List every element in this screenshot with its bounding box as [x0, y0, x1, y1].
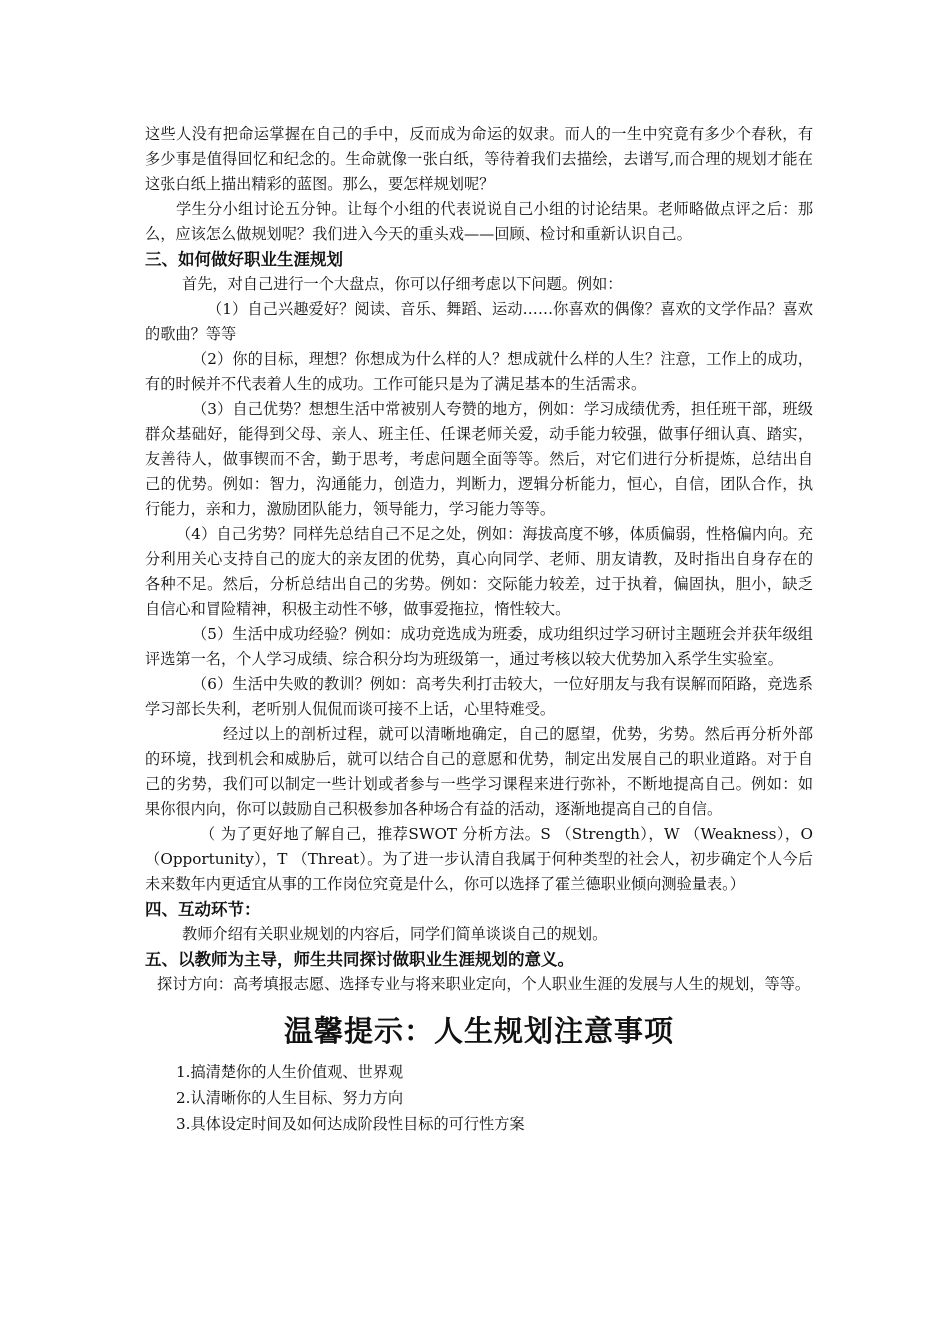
tip-item-2: 2.认清晰你的人生目标、努力方向 — [176, 1089, 404, 1107]
tips-title: 温馨提示：人生规划注意事项 — [283, 1014, 674, 1048]
document-page — [145, 122, 813, 1137]
paragraph-interaction: 教师介绍有关职业规划的内容后，同学们简单谈谈自己的规划。 — [182, 925, 608, 943]
section-heading-4: 四、互动环节： — [145, 900, 261, 919]
section-heading-3: 三、如何做好职业生涯规划 — [145, 250, 343, 269]
question-3-strengths: （3）自己优势？想想生活中常被别人夸赞的地方，例如：学习成绩优秀，担任班干部，班级群众基础好，能得到父母、亲人、班主任、任课老师关爱，动手能力较强，做事仔细认真、踏实，友善待人，做事锲而不舍，勤于思考，考虑问题全面等等。然后，对它们进行分析提炼，总结出自己的优势。例如：智力，沟通能力，创造力，判断力，逻辑分析能力，恒心，自信，团队合作，执行能力，亲和力，激励团队能力，领导能力，学习能力等等。 — [145, 400, 813, 518]
tip-item-3: 3.具体设定时间及如何达成阶段性目标的可行性方案 — [176, 1115, 525, 1133]
question-6-failures: （6）生活中失败的教训？例如：高考失利打击较大，一位好朋友与我有误解而陌路，竞选系学习部长失利，老听别人侃侃而谈可接不上话，心里特难受。 — [145, 675, 813, 718]
question-4-weaknesses: （4）自己劣势？同样先总结自己不足之处，例如：海拔高度不够，体质偏弱，性格偏内向。充分利用关心支持自己的庞大的亲友团的优势，真心向同学、老师、朋友请教，及时指出自身存在的各种不足。然后，分析总结出自己的劣势。例如：交际能力较差，过于执着，偏固执，胆小，缺乏自信心和冒险精神，积极主动性不够，做事爱拖拉，惰性较大。 — [145, 525, 813, 618]
tip-item-1: 1.搞清楚你的人生价值观、世界观 — [176, 1063, 404, 1081]
section-heading-5: 五、以教师为主导，师生共同探讨做职业生涯规划的意义。 — [145, 950, 574, 969]
paragraph-swot: （ 为了更好地了解自己，推荐SWOT 分析方法。S （Strength），W （Weakness），O （Opportunity），T （Threat）。为了进一步认清自我属于何种类型的社会人，初步确定个人今后未来数年内更适宜从事的工作岗位究竟是什么，你可以选择了霍兰德职业倾向测验量表。） — [145, 825, 813, 893]
paragraph-self-inventory: 首先，对自己进行一个大盘点，你可以仔细考虑以下问题。例如： — [182, 275, 623, 293]
question-5-successes: （5）生活中成功经验？例如：成功竞选成为班委，成功组织过学习研讨主题班会并获年级组评选第一名，个人学习成绩、综合积分均为班级第一，通过考核以较大优势加入系学生实验室。 — [145, 625, 813, 668]
paragraph-analysis: 经过以上的剖析过程，就可以清晰地确定，自己的愿望，优势，劣势。然后再分析外部的环境，找到机会和威胁后，就可以结合自己的意愿和优势，制定出发展自己的职业道路。对于自己的劣势，我们可以制定一些计划或者参与一些学习课程来进行弥补，不断地提高自己。例如：如果你很内向，你可以鼓励自己积极参加各种场合有益的活动，逐渐地提高自己的自信。 — [145, 725, 813, 818]
paragraph-intro: 这些人没有把命运掌握在自己的手中，反而成为命运的奴隶。而人的一生中究竟有多少个春秋，有多少事是值得回忆和纪念的。生命就像一张白纸，等待着我们去描绘，去谱写,而合理的规划才能在这张白纸上描出精彩的蓝图。那么，要怎样规划呢？ — [145, 125, 813, 193]
paragraph-group-discussion: 学生分小组讨论五分钟。让每个小组的代表说说自己小组的讨论结果。老师略做点评之后：那么，应该怎么做规划呢？我们进入今天的重头戏——回顾、检讨和重新认识自己。 — [145, 200, 813, 243]
question-2-goals: （2）你的目标，理想？你想成为什么样的人？想成就什么样的人生？注意，工作上的成功，有的时候并不代表着人生的成功。工作可能只是为了满足基本的生活需求。 — [145, 350, 813, 393]
paragraph-direction: 探讨方向：高考填报志愿、选择专业与将来职业定向，个人职业生涯的发展与人生的规划，等等。 — [157, 975, 811, 993]
question-1-interests: （1）自己兴趣爱好？阅读、音乐、舞蹈、运动……你喜欢的偶像？喜欢的文学作品？喜欢的歌曲？等等 — [145, 300, 813, 343]
